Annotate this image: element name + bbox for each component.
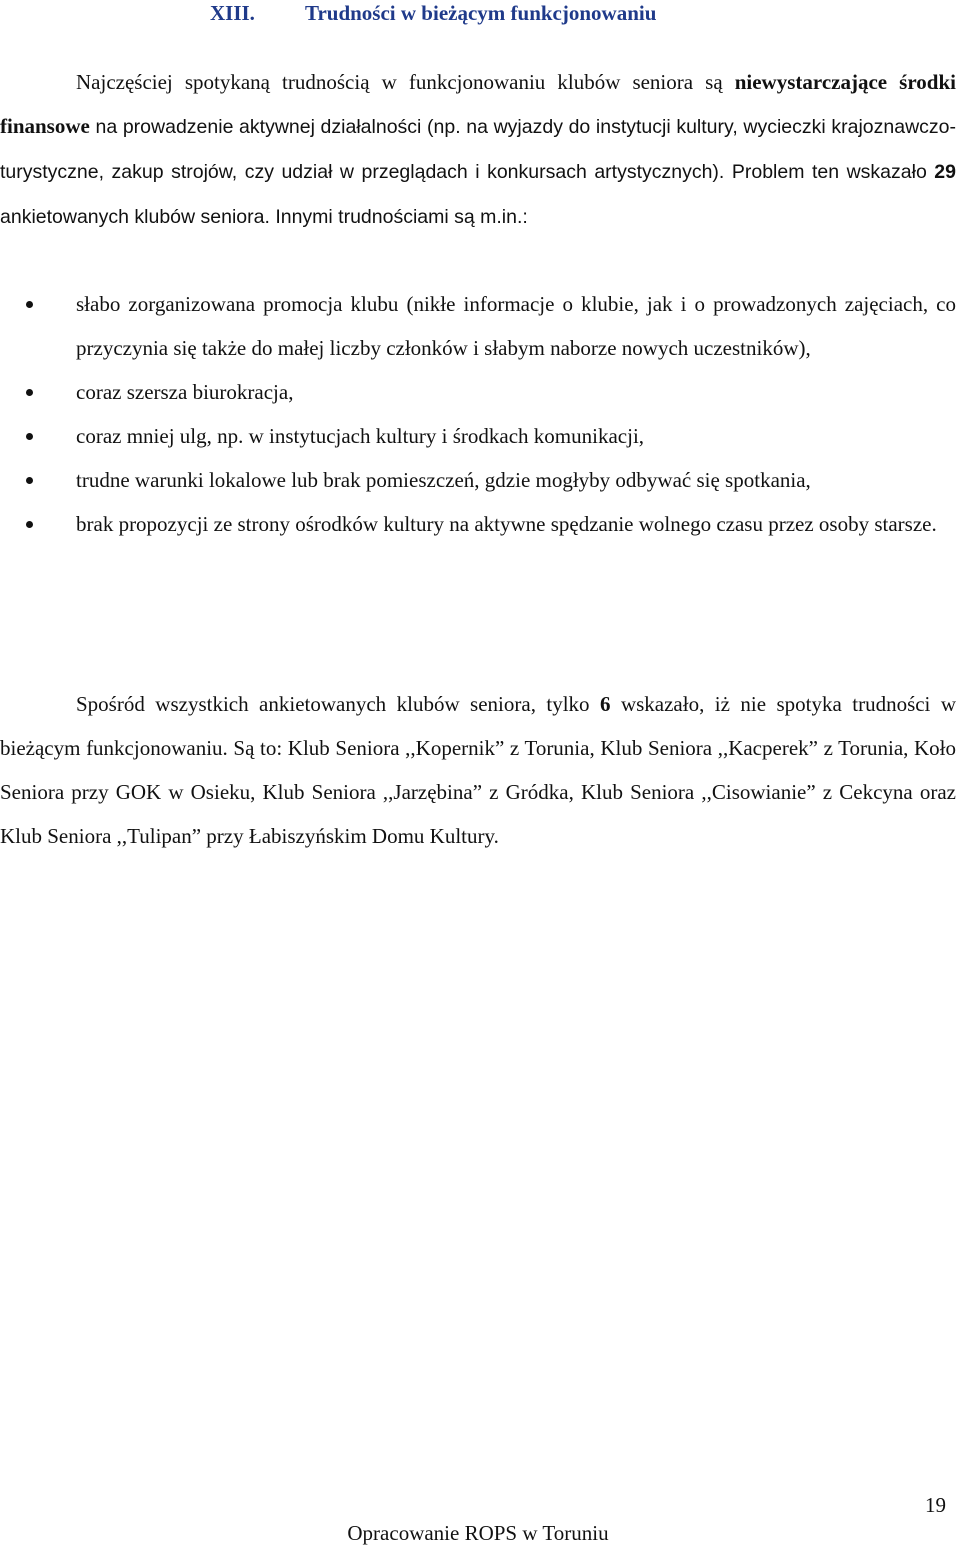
list-item: brak propozycji ze strony ośrodków kultury na aktywne spędzanie wolnego czasu przez osoby starsze. [0,502,956,546]
bullet-icon [26,521,33,528]
intro-text-2: na prowadzenie aktywnej działalności (np. na wyjazdy do instytucji kultury, wycieczki krajoznawczo-turystyczne, zakup strojów, czy udział w przeglądach i konkursach artystycznych). Problem ten wskazało 29 ankietowanych klubów seniora. Innymi trudnościami są m.in.: [0,116,956,228]
intro-bold-count: 29 [934,161,956,183]
summary-bold-count: 6 [600,692,611,716]
section-title: Trudności w bieżącym funkcjonowaniu [305,1,657,25]
summary-text-2: wskazało, iż nie spotyka trudności w bieżącym funkcjonowaniu. Są to: Klub Seniora ,,Kopernik” z Torunia, Klub Seniora ,,Kacperek” z Torunia, Koło Seniora przy GOK w Osieku, Klub Seniora ,,Jarzębina” z Gródka, Klub Seniora ,,Cisowianie” z Cekcyna oraz Klub Seniora ,,Tulipan” przy Łabiszyńskim Domu Kultury. [0,692,957,848]
list-item: trudne warunki lokalowe lub brak pomieszczeń, gdzie mogłyby odbywać się spotkania, [0,458,956,502]
list-item: coraz szersza biurokracja, [0,370,956,414]
intro-paragraph [0,60,956,239]
bullet-icon [26,477,33,484]
page-footer: Opracowanie ROPS w Toruniu [347,1521,609,1545]
list-item: słabo zorganizowana promocja klubu (nikłe informacje o klubie, jak i o prowadzonych zajęciach, co przyczynia się także do małej liczby członków i słabym naborze nowych uczestników), [0,282,956,370]
bullet-icon [26,389,33,396]
page-number: 19 [925,1493,946,1517]
section-number: XIII. [210,1,255,25]
bullet-icon [26,433,33,440]
intro-bold-finances: niewystarczające środki finansowe [0,70,956,138]
bullet-icon [26,301,33,308]
summary-paragraph [0,682,956,858]
summary-text-1: Spośród wszystkich ankietowanych klubów seniora, tylko [76,692,600,716]
intro-text-1: Najczęściej spotykaną trudnością w funkcjonowaniu klubów seniora są [76,70,735,94]
difficulties-list [0,282,956,546]
list-item: coraz mniej ulg, np. w instytucjach kultury i środkach komunikacji, [0,414,956,458]
